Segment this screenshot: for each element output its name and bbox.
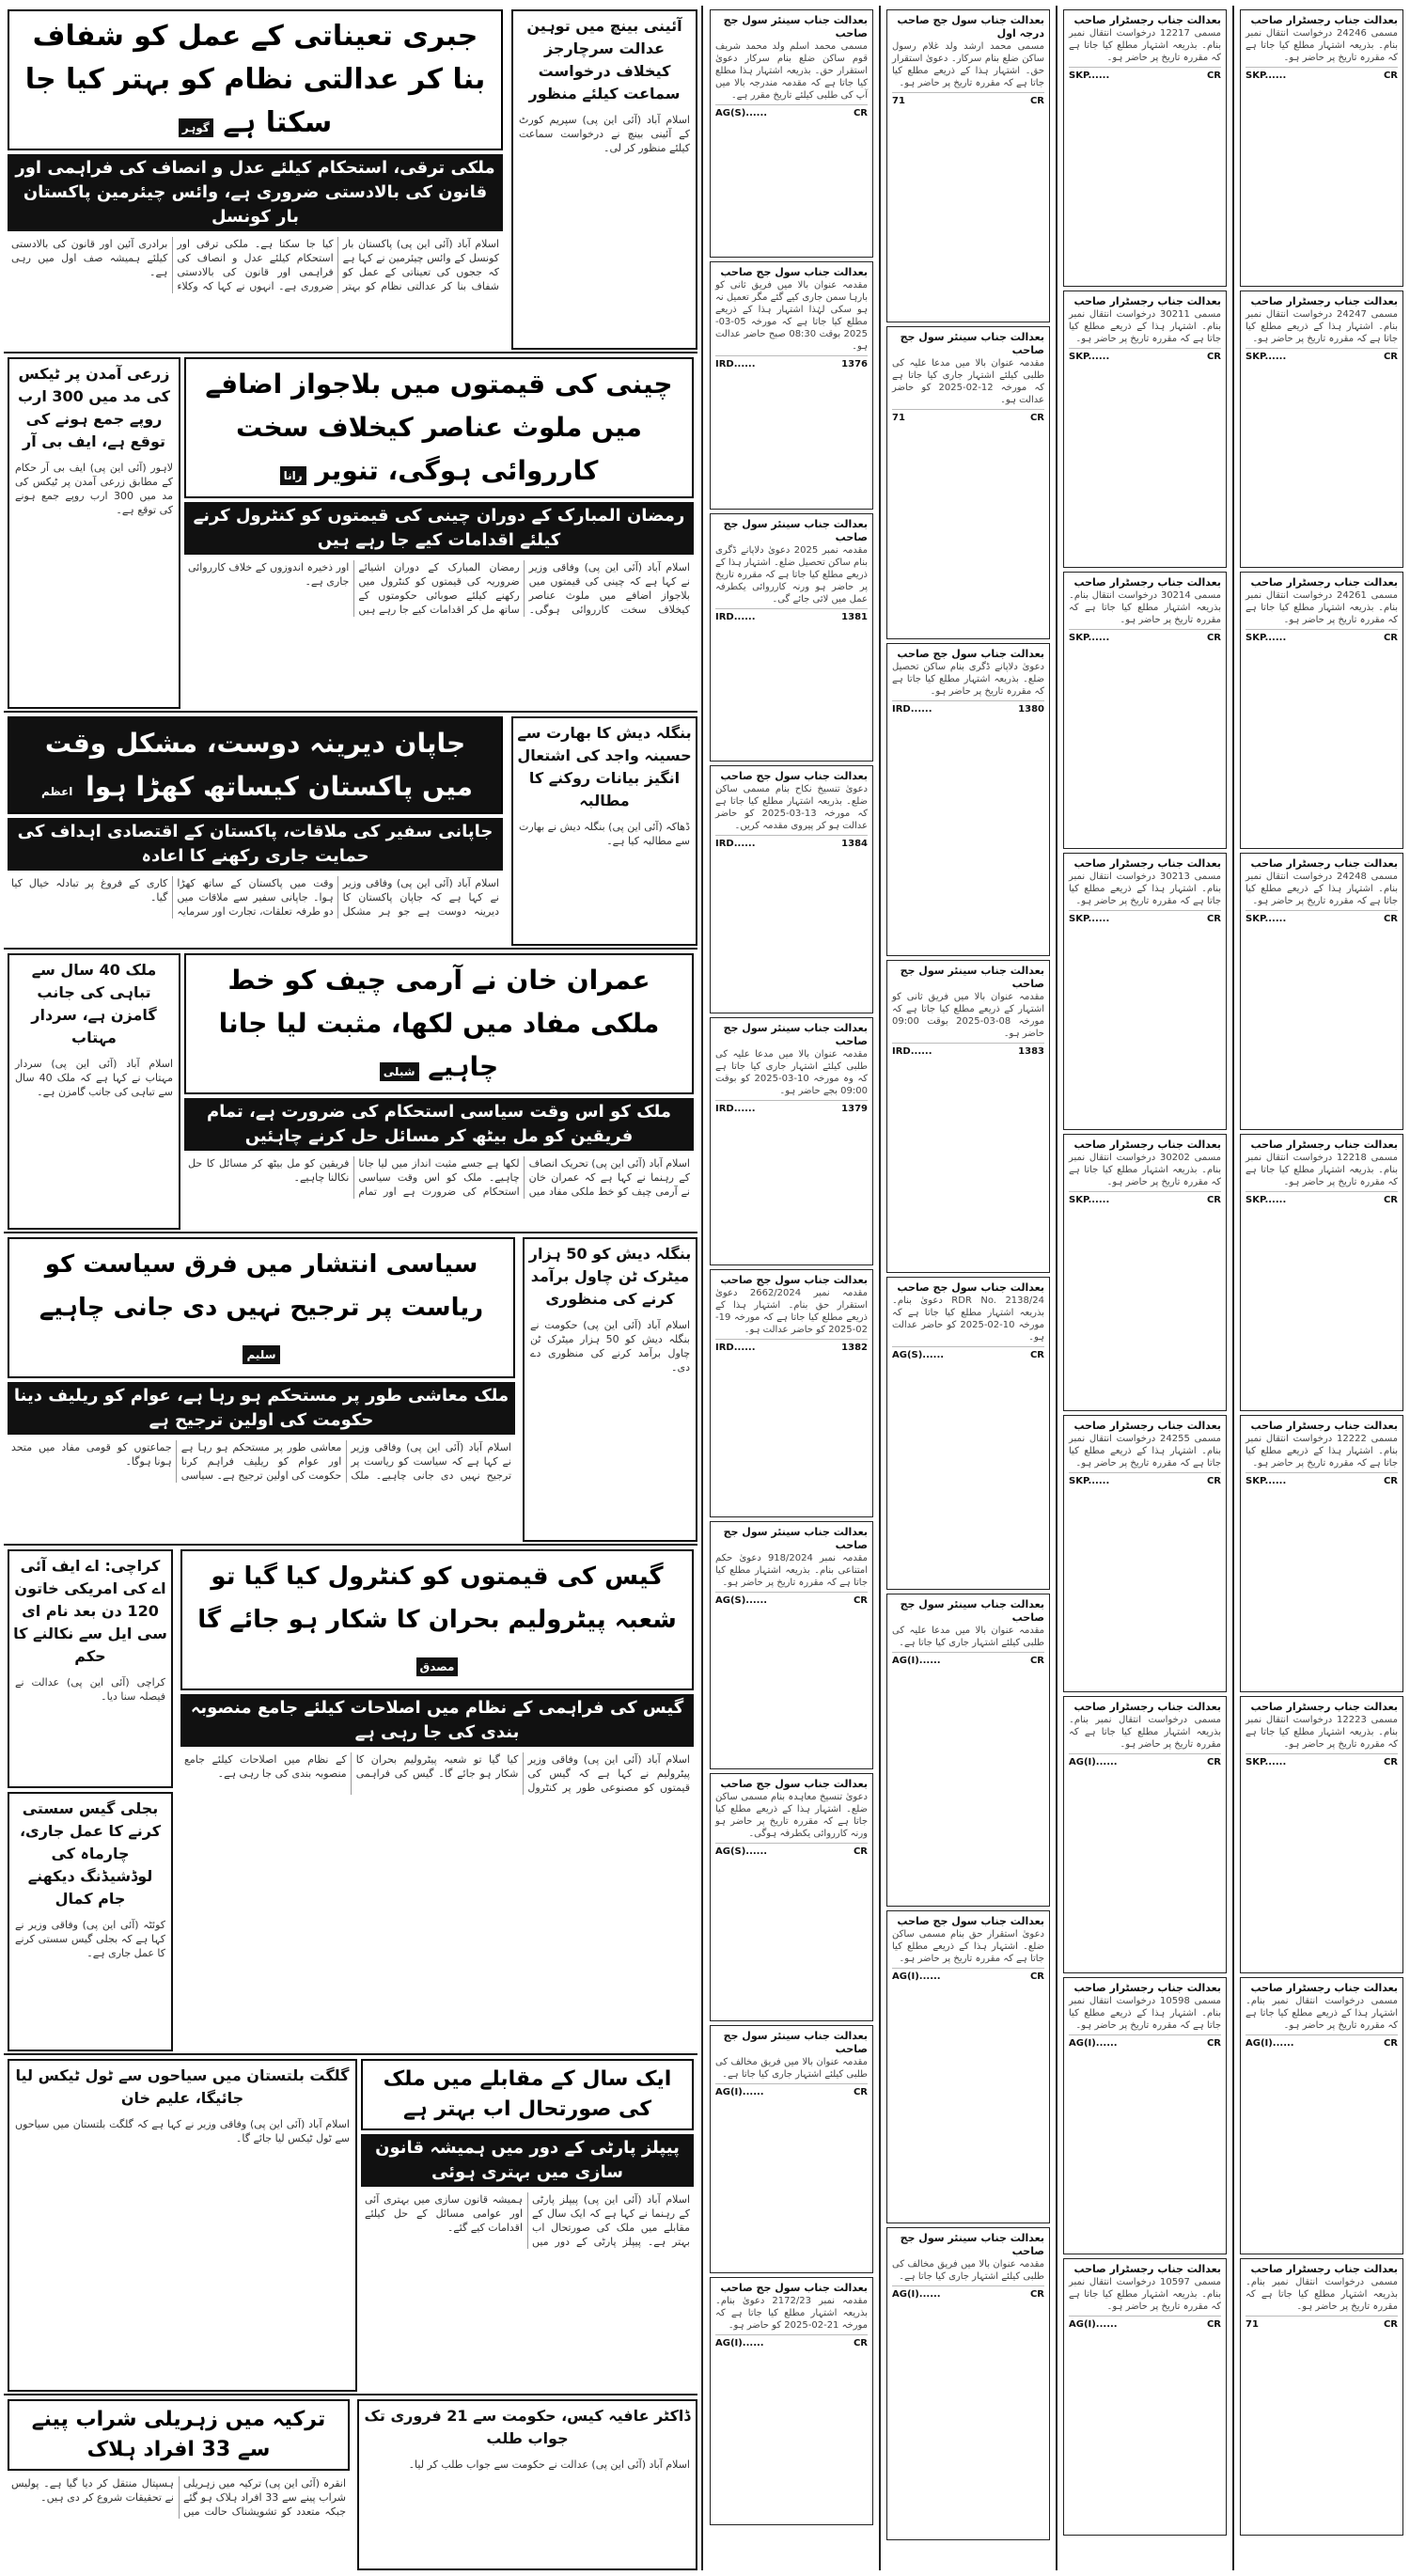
- story-body: اسلام آباد (آئی این پی) وفاقی وزیر نے کہا ہے کہ چینی کی قیمتوں میں بلاجواز اضافے میں ملوث عناصر کیخلاف سخت کارروائی ہوگی۔ رمضان المبارک کے دوران اشیائے ضروریہ کی قیمتوں کو کنٹرول میں رکھنے کیلئے صوبائی حکومتوں کے ساتھ مل کر اقدامات کیے جا رہے ہیں اور ذخیرہ اندوزوں کے خلاف کارروائی جاری ہے۔: [188, 561, 690, 616]
- notice-footer: [1069, 67, 1221, 83]
- notice-ref: CR: [1029, 1971, 1044, 1982]
- notice-footer: [715, 608, 868, 624]
- legal-notice: [1240, 1415, 1403, 1692]
- news-section: [4, 6, 697, 2570]
- notice-code: SKP......: [1246, 1757, 1287, 1767]
- story-japan: [4, 713, 697, 950]
- notice-ref: CR: [1206, 1195, 1221, 1205]
- legal-notice: [1063, 853, 1227, 1130]
- story-subhead: گیس کی فراہمی کے نظام میں اصلاحات کیلئے جامع منصوبہ بندی کی جا رہی ہے: [180, 1694, 694, 1747]
- sidebar-box-rice-export: [523, 1237, 697, 1542]
- notice-title: بعدالت جناب رجسٹرار صاحب: [1250, 295, 1398, 307]
- notice-footer: [1246, 2316, 1398, 2332]
- notice-column-3: [1060, 6, 1230, 2570]
- legal-notice: [886, 1277, 1050, 1590]
- notice-title: بعدالت جناب سول جج صاحب: [720, 266, 868, 278]
- story-body: اسلام آباد (آئی این پی) پاکستان بار کونسل کے وائس چیئرمین نے کہا ہے کہ ججوں کی تعیناتی کے عمل کو شفاف بنا کر عدالتی نظام کو بہتر کیا جا سکتا ہے۔ ملکی ترقی اور استحکام کیلئے عدل و انصاف کی فراہمی اور قانون کی بالادستی ضروری ہے۔ انہوں نے کہا کہ وکلاء برادری آئین اور قانون کی بالادستی کیلئے ہمیشہ صف اول میں رہی ہے۔: [11, 238, 499, 292]
- notice-title: بعدالت جناب رجسٹرار صاحب: [1073, 1420, 1221, 1432]
- legal-notice: [710, 513, 873, 762]
- notice-footer: [1246, 67, 1398, 83]
- notice-title: بعدالت جناب رجسٹرار صاحب: [1250, 1139, 1398, 1151]
- legal-notice: [1063, 572, 1227, 849]
- notice-ref: CR: [1383, 633, 1398, 643]
- notice-text: مسمی 30213 درخواست انتقال نمبر بنام۔ اشتہار ہذا کے ذریعے مطلع کیا جاتا ہے کہ مقررہ تاریخ پر حاضر ہو۔: [1069, 872, 1221, 906]
- notice-footer: [715, 1843, 868, 1859]
- story-subhead: رمضان المبارک کے دوران چینی کی قیمتوں کو کنٹرول کرنے کیلئے اقدامات کیے جا رہے ہیں: [184, 502, 694, 555]
- story-subhead: پیپلز پارٹی کے دور میں ہمیشہ قانون سازی میں بہتری ہوئی: [361, 2134, 694, 2187]
- notice-title: بعدالت جناب رجسٹرار صاحب: [1250, 857, 1398, 870]
- notice-column-1: [707, 6, 876, 2570]
- notice-code: SKP......: [1246, 352, 1287, 362]
- box-title: کراچی: اے ایف آئی اے کی امریکی خاتون 120 دن بعد نام ای سی ایل سے نکالنے کا حکم: [13, 1557, 167, 1665]
- notice-text: دعویٰ تنسیخ نکاح بنام مسمی ساکن ضلع۔ بذریعہ اشتہار مطلع کیا جاتا ہے کہ مورخہ 13-03-2025 کو حاضر عدالت ہو کر پیروی مقدمہ کریں۔: [715, 784, 868, 831]
- notice-ref: CR: [1383, 2038, 1398, 2049]
- notice-ref: 1379: [841, 1104, 868, 1114]
- notice-footer: [892, 1043, 1044, 1059]
- box-body: کراچی (آئی این پی) عدالت نے فیصلہ سنا دیا۔: [15, 1676, 165, 1703]
- notice-title: بعدالت جناب رجسٹرار صاحب: [1073, 1701, 1221, 1713]
- legal-notice: [1240, 291, 1403, 568]
- notice-text: مسمی 12217 درخواست انتقال نمبر بنام۔ بذریعہ اشتہار مطلع کیا جاتا ہے کہ مقررہ تاریخ پر حاضر ہو۔: [1069, 28, 1221, 63]
- notice-title: بعدالت جناب سینئر سول جج صاحب: [723, 1526, 868, 1551]
- story-judicial-appointments: [4, 6, 697, 353]
- notice-text: مقدمہ نمبر 2025 دعویٰ دلاپانے ڈگری بنام ساکن تحصیل ضلع۔ اشتہار ہذا کے ذریعے مطلع کیا جاتا ہے کہ مقررہ تاریخ پر حاضر ہو ورنہ کارروائی یکطرفہ عمل میں لائی جائے گی۔: [715, 545, 868, 605]
- notice-code: IRD......: [715, 1104, 756, 1114]
- box-body: اسلام آباد (آئی این پی) حکومت نے بنگلہ دیش کو 50 ہزار میٹرک ٹن چاول برآمد کرنے کی منظوری دے دی۔: [530, 1319, 690, 1374]
- notice-text: مقدمہ عنوان بالا میں فریق مخالف کی طلبی کیلئے اشتہار جاری کیا جاتا ہے۔: [892, 2259, 1044, 2282]
- legal-notice: [710, 1521, 873, 1769]
- notice-title: بعدالت جناب سینئر سول جج صاحب: [723, 2030, 868, 2055]
- story-body: اسلام آباد (آئی این پی) وفاقی وزیر پیٹرولیم نے کہا ہے کہ گیس کی قیمتوں کو مصنوعی طور پر کنٹرول کیا گیا تو شعبہ پیٹرولیم بحران کا شکار ہو جائے گا۔ گیس کی فراہمی کے نظام میں اصلاحات کیلئے جامع منصوبہ بندی کی جا رہی ہے۔: [184, 1753, 690, 1794]
- legal-notice: [1063, 2258, 1227, 2536]
- legal-notice: [886, 1594, 1050, 1907]
- notice-footer: [1069, 1753, 1221, 1769]
- notice-code: SKP......: [1246, 1195, 1287, 1205]
- notice-text: مسمی محمد اسلم ولد محمد شریف قوم ساکن ضلع بنام سرکار دعویٰ استقرار حق۔ بذریعہ اشتہار ہذا مطلع کیا جاتا ہے کہ مقدمہ مندرجہ بالا میں آپ کی طلبی کیلئے تاریخ مقرر ہے۔: [715, 41, 868, 101]
- sidebar-box-gilgit-toll: [8, 2059, 357, 2392]
- notice-text: مقدمہ عنوان بالا میں مدعا علیہ کی طلبی کیلئے اشتہار جاری کیا جاتا ہے۔: [892, 1626, 1044, 1648]
- story-badge: گوہر: [179, 118, 213, 137]
- sidebar-box-agri-tax: [8, 357, 180, 709]
- legal-notice: [710, 765, 873, 1013]
- notice-text: مسمی 30202 درخواست انتقال نمبر بنام۔ بذریعہ اشتہار مطلع کیا جاتا ہے کہ مقررہ تاریخ پر حاضر ہو۔: [1069, 1153, 1221, 1187]
- legal-notice: [1063, 9, 1227, 287]
- sidebar-box-sardar-mehtab: [8, 953, 180, 1230]
- notice-footer: [1246, 1753, 1398, 1769]
- legal-notice: [886, 643, 1050, 956]
- notice-text: مسمی 24261 درخواست انتقال نمبر بنام۔ بذریعہ اشتہار مطلع کیا جاتا ہے کہ مقررہ تاریخ پر حاضر ہو۔: [1246, 590, 1398, 625]
- notice-footer: [1069, 2316, 1221, 2332]
- legal-notice: [1240, 572, 1403, 849]
- box-body: لاہور (آئی این پی) ایف بی آر حکام کے مطابق زرعی آمدن پر ٹیکس کی مد میں 300 ارب روپے جمع ہونے کی توقع ہے۔: [15, 462, 173, 516]
- notice-footer: [1069, 1191, 1221, 1207]
- notice-code: 71: [1246, 2319, 1259, 2330]
- legal-notice: [1063, 1415, 1227, 1692]
- legal-notice: [710, 1017, 873, 1265]
- notice-code: IRD......: [715, 1343, 756, 1353]
- box-title: ملک 40 سال سے تباہی کی جانب گامزن ہے، سردار مہتاب: [31, 961, 157, 1046]
- notice-footer: [892, 1652, 1044, 1668]
- story-badge: شبلی: [380, 1062, 419, 1081]
- notice-code: AG(I)......: [892, 1971, 941, 1982]
- notice-code: SKP......: [1069, 914, 1110, 924]
- notice-footer: [892, 1346, 1044, 1362]
- notice-text: مسمی 30211 درخواست انتقال نمبر بنام۔ اشتہار ہذا کے ذریعے مطلع کیا جاتا ہے کہ مقررہ تاریخ پر حاضر ہو۔: [1069, 309, 1221, 344]
- story-politics-state: [4, 1233, 697, 1546]
- legal-notice: [1240, 2258, 1403, 2536]
- notice-text: مقدمہ عنوان بالا میں فریق ثانی کو بارہا سمن جاری کیے گئے مگر تعمیل نہ ہو سکی لہٰذا اشتہار ہذا کے ذریعے مطلع کیا جاتا ہے کہ مورخہ 05-03-2025 بوقت 08:30 صبح حاضر عدالت ہو۔: [715, 280, 868, 352]
- notice-title: بعدالت جناب رجسٹرار صاحب: [1250, 1982, 1398, 1994]
- notice-code: AG(S)......: [715, 1846, 768, 1857]
- notice-title: بعدالت جناب رجسٹرار صاحب: [1073, 14, 1221, 26]
- notice-ref: CR: [1029, 1350, 1044, 1360]
- legal-notice: [886, 9, 1050, 322]
- notice-text: مقدمہ عنوان بالا میں مدعا علیہ کی طلبی کیلئے اشتہار جاری کیا جاتا ہے کہ مورخہ 12-02-2025 کو حاضر عدالت ہو۔: [892, 358, 1044, 405]
- story-body: اسلام آباد (آئی این پی) وفاقی وزیر نے کہا ہے کہ سیاست کو ریاست پر ترجیح نہیں دی جانی چاہیے۔ ملک معاشی طور پر مستحکم ہو رہا ہے اور عوام کو ریلیف فراہم کرنا حکومت کی اولین ترجیح ہے۔ سیاسی جماعتوں کو قومی مفاد میں متحد ہونا ہوگا۔: [11, 1441, 511, 1482]
- legal-notice: [710, 261, 873, 510]
- notice-title: بعدالت جناب رجسٹرار صاحب: [1250, 2263, 1398, 2275]
- notice-code: AG(I)......: [715, 2338, 764, 2348]
- story-body: اسلام آباد (آئی این پی) تحریک انصاف کے رہنما نے کہا ہے کہ عمران خان نے آرمی چیف کو خط ملکی مفاد میں لکھا ہے جسے مثبت انداز میں لیا جانا چاہیے۔ ملک کو اس وقت سیاسی استحکام کی ضرورت ہے اور تمام فریقین کو مل بیٹھ کر مسائل کا حل نکالنا چاہیے۔: [188, 1157, 690, 1198]
- notice-text: مسمی 10597 درخواست انتقال نمبر بنام۔ بذریعہ اشتہار مطلع کیا جاتا ہے کہ مقررہ تاریخ پر حاضر ہو۔: [1069, 2277, 1221, 2312]
- story-badge: اعظم: [38, 782, 76, 801]
- notice-code: IRD......: [892, 704, 932, 715]
- notice-ref: 1376: [841, 359, 868, 369]
- box-title: گلگت بلتستان میں سیاحوں سے ٹول ٹیکس لیا جائیگا، علیم خان: [15, 2066, 350, 2107]
- notice-title: بعدالت جناب سینئر سول جج صاحب: [900, 331, 1044, 356]
- legal-notice: [1240, 853, 1403, 1130]
- story-body: اسلام آباد (آئی این پی) پیپلز پارٹی کے رہنما نے کہا ہے کہ ایک سال کے مقابلے میں ملک کی صورتحال اب بہتر ہے۔ پیپلز پارٹی کے دور میں ہمیشہ قانون سازی میں بہتری آئی اور عوامی مسائل کے حل کیلئے اقدامات کیے گئے۔: [365, 2193, 690, 2248]
- box-title: ڈاکٹر عافیہ کیس، حکومت سے 21 فروری تک جواب طلب: [364, 2407, 691, 2447]
- notice-code: AG(I)......: [1246, 2038, 1294, 2049]
- notice-text: مسمی 24255 درخواست انتقال نمبر بنام۔ اشتہار ہذا کے ذریعے مطلع کیا جاتا ہے کہ مقررہ تاریخ پر حاضر ہو۔: [1069, 1434, 1221, 1469]
- notice-footer: [715, 835, 868, 851]
- story-headline: جاپان دیرینہ دوست، مشکل وقت میں پاکستان کیساتھ کھڑا ہوا اعظم: [8, 716, 503, 814]
- notice-ref: CR: [1383, 1476, 1398, 1486]
- legal-notice: [1240, 9, 1403, 287]
- sidebar-box-afia-karachi: [8, 1549, 173, 1788]
- notice-code: 71: [892, 96, 905, 106]
- notice-code: IRD......: [715, 839, 756, 849]
- story-ppp: [4, 2055, 697, 2395]
- notice-title: بعدالت جناب سینئر سول جج صاحب: [723, 14, 868, 39]
- story-subhead: جاپانی سفیر کی ملاقات، پاکستان کے اقتصادی اہداف کی حمایت جاری رکھنے کا اعادہ: [8, 818, 503, 871]
- notice-footer: [892, 700, 1044, 716]
- notice-code: IRD......: [715, 359, 756, 369]
- notice-text: مسمی درخواست انتقال نمبر بنام۔ اشتہار ہذا کے ذریعے مطلع کیا جاتا ہے کہ مقررہ تاریخ پر حاضر ہو۔: [1246, 1996, 1398, 2031]
- box-title: آئینی بینچ میں توہین عدالت سرچارجز کیخلاف درخواست سماعت کیلئے منظور: [526, 17, 682, 102]
- notice-footer: [1246, 1472, 1398, 1488]
- notice-footer: [715, 1339, 868, 1355]
- notice-ref: CR: [1206, 1476, 1221, 1486]
- notice-footer: [715, 1592, 868, 1608]
- legal-notice: [1063, 291, 1227, 568]
- box-title: بنگلہ دیش کا بھارت سے حسینہ واجد کی اشتعال انگیز بیانات روکنے کا مطالبہ: [517, 724, 692, 809]
- notice-title: بعدالت جناب رجسٹرار صاحب: [1250, 576, 1398, 589]
- legal-notice: [710, 2025, 873, 2273]
- notice-title: بعدالت جناب رجسٹرار صاحب: [1250, 1420, 1398, 1432]
- notice-footer: [715, 104, 868, 120]
- column-divider: [701, 6, 703, 2570]
- notice-ref: CR: [1206, 2319, 1221, 2330]
- story-turkey: [4, 2395, 697, 2570]
- notice-code: SKP......: [1246, 71, 1287, 81]
- notice-code: AG(S)......: [715, 1595, 768, 1606]
- story-headline: سیاسی انتشار میں فرق سیاست کو ریاست پر ترجیح نہیں دی جانی چاہیے سلیم: [8, 1237, 515, 1378]
- notice-ref: CR: [1206, 1757, 1221, 1767]
- box-title: بنگلہ دیش کو 50 ہزار میٹرک ٹن چاول برآمد کرنے کی منظوری: [528, 1245, 692, 1308]
- notice-footer: [715, 355, 868, 371]
- notice-ref: CR: [1383, 2319, 1398, 2330]
- notice-footer: [892, 92, 1044, 108]
- notice-title: بعدالت جناب رجسٹرار صاحب: [1073, 2263, 1221, 2275]
- notice-title: بعدالت جناب رجسٹرار صاحب: [1073, 1139, 1221, 1151]
- notice-ref: 1381: [841, 612, 868, 622]
- story-headline: عمران خان نے آرمی چیف کو خط ملکی مفاد میں لکھا، مثبت لیا جانا چاہیے شبلی: [184, 953, 694, 1094]
- notice-text: مقدمہ نمبر 2172/23 دعویٰ بنام۔ بذریعہ اشتہار مطلع کیا جاتا ہے کہ مورخہ 21-02-2025 کو حاضر ہو۔: [715, 2296, 868, 2331]
- notice-code: AG(I)......: [1069, 2319, 1118, 2330]
- sidebar-box-afia-court: [357, 2399, 697, 2570]
- box-body: اسلام آباد (آئی این پی) عدالت نے حکومت سے جواب طلب کر لیا۔: [408, 2458, 690, 2471]
- notice-ref: CR: [1206, 71, 1221, 81]
- notice-text: دعویٰ استقرار حق بنام مسمی ساکن ضلع۔ اشتہار ہذا کے ذریعے مطلع کیا جاتا ہے کہ مقررہ تاریخ پر حاضر ہو۔: [892, 1929, 1044, 1964]
- notice-text: مقدمہ عنوان بالا میں فریق ثانی کو اشتہار کے ذریعے مطلع کیا جاتا ہے کہ مورخہ 08-03-2025 بوقت 09:00 حاضر ہو۔: [892, 992, 1045, 1039]
- story-sugar-prices: [4, 353, 697, 713]
- notice-code: AG(I)......: [1069, 1757, 1118, 1767]
- story-headline: ایک سال کے مقابلے میں ملک کی صورتحال اب بہتر ہے: [361, 2059, 694, 2130]
- notice-text: مسمی 24246 درخواست انتقال نمبر بنام۔ بذریعہ اشتہار مطلع کیا جاتا ہے کہ مقررہ تاریخ پر حاضر ہو۔: [1246, 28, 1398, 63]
- notice-code: AG(S)......: [715, 108, 768, 118]
- notice-title: بعدالت جناب سینئر سول جج صاحب: [900, 1598, 1044, 1624]
- legal-notice: [710, 1773, 873, 2021]
- notice-code: SKP......: [1069, 1476, 1110, 1486]
- notice-text: دعویٰ تنسیخ معاہدہ بنام مسمی ساکن ضلع۔ اشتہار ہذا کے ذریعے مطلع کیا جاتا ہے کہ مقررہ تاریخ پر حاضر ہو ورنہ کارروائی یکطرفہ ہوگی۔: [715, 1792, 868, 1839]
- notice-text: مسمی 10598 درخواست انتقال نمبر بنام۔ اشتہار ہذا کے ذریعے مطلع کیا جاتا ہے کہ مقررہ تاریخ پر حاضر ہو۔: [1069, 1996, 1221, 2031]
- legal-notice: [710, 2277, 873, 2525]
- notice-title: بعدالت جناب رجسٹرار صاحب: [1250, 1701, 1398, 1713]
- story-badge: رانا: [280, 466, 306, 485]
- notice-title: بعدالت جناب سینئر سول جج صاحب: [723, 518, 868, 543]
- notice-code: SKP......: [1246, 1476, 1287, 1486]
- notice-ref: 1384: [841, 839, 868, 849]
- notice-code: IRD......: [715, 612, 756, 622]
- legal-notice: [886, 2227, 1050, 2540]
- notice-ref: 1383: [1018, 1046, 1044, 1057]
- notice-footer: [1246, 910, 1398, 926]
- notice-code: SKP......: [1069, 633, 1110, 643]
- notice-footer: [715, 2334, 868, 2350]
- story-subhead: ملک کو اس وقت سیاسی استحکام کی ضرورت ہے، تمام فریقین کو مل بیٹھ کر مسائل حل کرنے چاہئیں: [184, 1098, 694, 1151]
- notice-code: IRD......: [892, 1046, 932, 1057]
- notice-text: مسمی 12222 درخواست انتقال نمبر بنام۔ اشتہار ہذا کے ذریعے مطلع کیا جاتا ہے کہ مقررہ تاریخ پر حاضر ہو۔: [1246, 1434, 1398, 1469]
- notice-text: مسمی 30214 درخواست انتقال بنام۔ بذریعہ اشتہار مطلع کیا جاتا ہے کہ مقررہ تاریخ پر حاضر ہو۔: [1069, 590, 1221, 625]
- notice-text: دعویٰ دلاپانے ڈگری بنام ساکن تحصیل ضلع۔ بذریعہ اشتہار مطلع کیا جاتا ہے کہ مقررہ تاریخ پر حاضر ہو۔: [892, 662, 1044, 697]
- box-body: اسلام آباد (آئی این پی) سردار مہتاب نے کہا ہے کہ ملک 40 سال سے تباہی کی جانب گامزن ہے۔: [15, 1058, 174, 1098]
- notice-title: بعدالت جناب رجسٹرار صاحب: [1073, 295, 1221, 307]
- notice-footer: [715, 1100, 868, 1116]
- story-imran-letter: [4, 950, 697, 1233]
- sidebar-box-jam-kamal: [8, 1792, 173, 2051]
- notice-ref: 1382: [841, 1343, 868, 1353]
- notice-ref: CR: [853, 1846, 868, 1857]
- notice-ref: CR: [1383, 914, 1398, 924]
- story-badge: مصدق: [416, 1657, 459, 1676]
- notice-code: AG(I)......: [892, 1656, 941, 1666]
- notice-footer: [892, 1968, 1044, 1984]
- notice-column-2: [884, 6, 1053, 2570]
- story-headline: چینی کی قیمتوں میں بلاجواز اضافے میں ملوث عناصر کیخلاف سخت کارروائی ہوگی، تنویر رانا: [184, 357, 694, 498]
- notice-title: بعدالت جناب سول جج صاحب درجہ اول: [897, 14, 1044, 39]
- notice-ref: 1380: [1018, 704, 1044, 715]
- notice-footer: [1246, 2034, 1398, 2050]
- notice-code: AG(I)......: [892, 2289, 941, 2300]
- box-title: زرعی آمدن پر ٹیکس کی مد میں 300 ارب روپے جمع ہونے کی توقع ہے، ایف بی آر: [18, 365, 170, 450]
- notice-ref: CR: [1029, 2289, 1044, 2300]
- notice-footer: [715, 2083, 868, 2099]
- notice-ref: CR: [1206, 352, 1221, 362]
- story-body: اسلام آباد (آئی این پی) وفاقی وزیر نے کہا ہے کہ جاپان پاکستان کا دیرینہ دوست ہے جو ہر مشکل وقت میں پاکستان کے ساتھ کھڑا ہوا۔ جاپانی سفیر سے ملاقات میں دو طرفہ تعلقات، تجارت اور سرمایہ کاری کے فروغ پر تبادلہ خیال کیا گیا۔: [11, 877, 499, 918]
- notice-title: بعدالت جناب سول جج صاحب: [897, 648, 1044, 660]
- notice-footer: [1069, 910, 1221, 926]
- notice-title: بعدالت جناب سینئر سول جج صاحب: [900, 965, 1044, 990]
- notice-text: مسمی 12223 درخواست انتقال نمبر بنام۔ بذریعہ اشتہار مطلع کیا جاتا ہے کہ مقررہ تاریخ پر حاضر ہو۔: [1246, 1715, 1398, 1750]
- notice-footer: [1246, 629, 1398, 645]
- legal-notice: [1063, 1977, 1227, 2254]
- notice-text: مقدمہ نمبر 918/2024 دعویٰ حکم امتناعی بنام۔ بذریعہ اشتہار مطلع کیا جاتا ہے کہ مقررہ تاریخ پر حاضر ہو۔: [715, 1553, 868, 1588]
- notice-code: AG(I)......: [1069, 2038, 1118, 2049]
- notice-code: AG(S)......: [892, 1350, 945, 1360]
- story-subhead: ملکی ترقی، استحکام کیلئے عدل و انصاف کی فراہمی اور قانون کی بالادستی ضروری ہے، وائس چیئرمین پاکستان بار کونسل: [8, 154, 503, 231]
- notice-title: بعدالت جناب رجسٹرار صاحب: [1073, 1982, 1221, 1994]
- legal-notice: [886, 960, 1050, 1273]
- notice-code: AG(I)......: [715, 2087, 764, 2097]
- notice-ref: CR: [1206, 633, 1221, 643]
- story-badge: سلیم: [243, 1345, 279, 1364]
- notice-title: بعدالت جناب سول جج صاحب: [720, 2282, 868, 2294]
- story-gas-prices: [4, 1546, 697, 2055]
- box-body: اسلام آباد (آئی این پی) سپریم کورٹ کے آئینی بینچ نے درخواست سماعت کیلئے منظور کر لی۔: [519, 114, 690, 154]
- notice-code: SKP......: [1246, 914, 1287, 924]
- column-divider: [1056, 6, 1058, 2570]
- sidebar-box-constitutional-bench: [511, 9, 697, 350]
- notice-title: بعدالت جناب سول جج صاحب: [720, 1274, 868, 1286]
- legal-notice: [710, 1269, 873, 1517]
- story-headline: جبری تعیناتی کے عمل کو شفاف بنا کر عدالتی نظام کو بہتر کیا جا سکتا ہے گوہر: [8, 9, 503, 150]
- notice-footer: [1069, 629, 1221, 645]
- notice-text: مسمی 12218 درخواست انتقال نمبر بنام۔ بذریعہ اشتہار مطلع کیا جاتا ہے کہ مقررہ تاریخ پر حاضر ہو۔: [1246, 1153, 1398, 1187]
- notice-text: مسمی 24247 درخواست انتقال نمبر بنام۔ اشتہار ہذا کے ذریعے مطلع کیا جاتا ہے کہ مقررہ تاریخ پر حاضر ہو۔: [1246, 309, 1398, 344]
- notice-title: بعدالت جناب رجسٹرار صاحب: [1250, 14, 1398, 26]
- notice-text: مقدمہ نمبر 2662/2024 دعویٰ استقرار حق بنام۔ اشتہار ہذا کے ذریعے مطلع کیا جاتا ہے کہ مورخہ 19-02-2025 کو حاضر عدالت ہو۔: [715, 1288, 868, 1335]
- notice-text: مقدمہ عنوان بالا میں مدعا علیہ کی طلبی کیلئے اشتہار جاری کیا جاتا ہے کہ وہ مورخہ 10-03-2025 کو بوقت 09:00 بجے حاضر ہو۔: [715, 1049, 868, 1096]
- story-headline: گیس کی قیمتوں کو کنٹرول کیا گیا تو شعبہ پیٹرولیم بحران کا شکار ہو جائے گا مصدق: [180, 1549, 694, 1690]
- notice-ref: CR: [1206, 914, 1221, 924]
- notice-footer: [1246, 348, 1398, 364]
- legal-notice: [1240, 1696, 1403, 1973]
- notice-text: مسمی درخواست انتقال نمبر بنام۔ بذریعہ اشتہار مطلع کیا جاتا ہے کہ مقررہ تاریخ پر حاضر ہو۔: [1069, 1715, 1221, 1750]
- notice-footer: [892, 409, 1044, 425]
- notice-ref: CR: [853, 2087, 868, 2097]
- notice-ref: CR: [1029, 1656, 1044, 1666]
- column-divider: [879, 6, 881, 2570]
- notice-footer: [892, 2285, 1044, 2301]
- notice-ref: CR: [1383, 1757, 1398, 1767]
- notice-code: SKP......: [1246, 633, 1287, 643]
- notice-title: بعدالت جناب سینئر سول جج صاحب: [723, 1022, 868, 1047]
- notice-column-4: [1237, 6, 1406, 2570]
- notice-text: مسمی 24248 درخواست انتقال نمبر بنام۔ اشتہار ہذا کے ذریعے مطلع کیا جاتا ہے کہ مقررہ تاریخ پر حاضر ہو۔: [1246, 872, 1398, 906]
- legal-notice: [1240, 1977, 1403, 2254]
- notice-footer: [1246, 1191, 1398, 1207]
- legal-notice: [886, 326, 1050, 639]
- notice-title: بعدالت جناب سول جج صاحب: [897, 1281, 1044, 1294]
- notice-ref: CR: [1029, 413, 1044, 423]
- notice-ref: CR: [1206, 2038, 1221, 2049]
- box-body: اسلام آباد (آئی این پی) وفاقی وزیر نے کہا ہے کہ گلگت بلتستان میں سیاحوں سے ٹول ٹیکس لیا جائے گا۔: [15, 2118, 350, 2144]
- legal-notice: [1063, 1134, 1227, 1411]
- sidebar-box-bangladesh: [511, 716, 697, 946]
- notice-code: SKP......: [1069, 71, 1110, 81]
- story-subhead: ملک معاشی طور پر مستحکم ہو رہا ہے، عوام کو ریلیف دینا حکومت کی اولین ترجیح ہے: [8, 1382, 515, 1435]
- column-divider: [1232, 6, 1234, 2570]
- notice-text: مسمی درخواست انتقال نمبر بنام۔ بذریعہ اشتہار مطلع کیا جاتا ہے کہ مقررہ تاریخ پر حاضر ہو۔: [1246, 2277, 1398, 2312]
- notice-ref: CR: [1383, 1195, 1398, 1205]
- notice-ref: CR: [1029, 96, 1044, 106]
- legal-notice: [1240, 1134, 1403, 1411]
- notice-footer: [1069, 1472, 1221, 1488]
- notice-ref: CR: [1383, 71, 1398, 81]
- notice-title: بعدالت جناب سینئر سول جج صاحب: [900, 2232, 1044, 2257]
- notice-ref: CR: [853, 1595, 868, 1606]
- story-headline: ترکیہ میں زہریلی شراب پینے سے 33 افراد ہلاک: [8, 2399, 350, 2471]
- box-title: بجلی گیس سستی کرنے کا عمل جاری، چارماہ کی لوڈشیڈنگ دیکھنے جام کمال: [19, 1799, 162, 1908]
- notice-ref: CR: [1383, 352, 1398, 362]
- notice-code: 71: [892, 413, 905, 423]
- notice-code: SKP......: [1069, 352, 1110, 362]
- box-body: ڈھاکہ (آئی این پی) بنگلہ دیش نے بھارت سے مطالبہ کیا ہے۔: [519, 821, 690, 847]
- notice-title: بعدالت جناب رجسٹرار صاحب: [1073, 857, 1221, 870]
- notice-footer: [1069, 348, 1221, 364]
- notice-title: بعدالت جناب سول جج صاحب: [897, 1915, 1044, 1927]
- notice-ref: CR: [853, 108, 868, 118]
- notice-ref: CR: [853, 2338, 868, 2348]
- notice-code: SKP......: [1069, 1195, 1110, 1205]
- legal-notice: [886, 1910, 1050, 2223]
- box-body: کوئٹہ (آئی این پی) وفاقی وزیر نے کہا ہے کہ بجلی گیس سستی کرنے کا عمل جاری ہے۔: [15, 1919, 165, 1959]
- notice-title: بعدالت جناب سول جج صاحب: [720, 1778, 868, 1790]
- notice-footer: [1069, 2034, 1221, 2050]
- legal-notice: [710, 9, 873, 258]
- story-body: انقرہ (آئی این پی) ترکیہ میں زہریلی شراب پینے سے 33 افراد ہلاک ہو گئے جبکہ متعدد کو تشویشناک حالت میں ہسپتال منتقل کر دیا گیا ہے۔ پولیس نے تحقیقات شروع کر دی ہیں۔: [11, 2477, 346, 2518]
- legal-notice: [1063, 1696, 1227, 1973]
- notice-text: RDR No. 2138/24 دعویٰ بنام۔ بذریعہ اشتہار مطلع کیا جاتا ہے کہ مورخہ 10-02-2025 کو حاضر عدالت ہو۔: [892, 1296, 1045, 1343]
- notice-title: بعدالت جناب سول جج صاحب: [720, 770, 868, 782]
- notice-text: مقدمہ عنوان بالا میں فریق مخالف کی طلبی کیلئے اشتہار جاری کیا جاتا ہے۔: [715, 2057, 868, 2080]
- notice-text: مسمی محمد ارشد ولد غلام رسول ساکن ضلع بنام سرکار۔ دعویٰ استقرار حق۔ اشتہار ہذا کے ذریعے مطلع کیا جاتا ہے کہ مقررہ تاریخ پر حاضر ہو۔: [892, 41, 1044, 88]
- notice-title: بعدالت جناب رجسٹرار صاحب: [1073, 576, 1221, 589]
